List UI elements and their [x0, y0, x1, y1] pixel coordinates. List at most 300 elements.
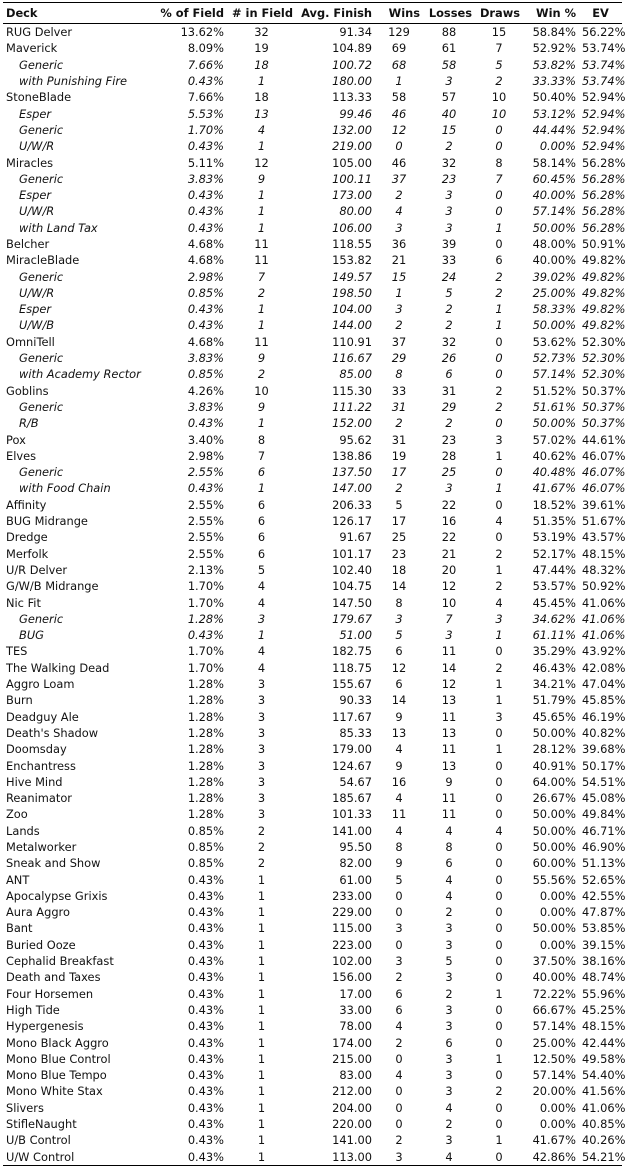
cell-wins: 1	[395, 285, 403, 300]
cell-avg-finish: 229.00	[332, 905, 372, 920]
table-row	[3, 497, 622, 513]
cell-losses: 3	[445, 1084, 453, 1099]
cell-win-pct: 0.00%	[539, 1100, 576, 1115]
cell-pct-of-field: 2.55%	[187, 497, 224, 512]
cell-win-pct: 46.43%	[532, 660, 576, 675]
cell-avg-finish: 54.67	[339, 774, 372, 789]
cell-draws: 0	[495, 1019, 503, 1034]
cell-deck: Slivers	[6, 1100, 44, 1115]
cell-avg-finish: 153.82	[332, 253, 372, 268]
cell-win-pct: 58.84%	[532, 25, 576, 40]
cell-avg-finish: 179.67	[332, 611, 372, 626]
cell-num-in-field: 1	[257, 139, 266, 154]
cell-avg-finish: 220.00	[332, 1117, 372, 1132]
cell-win-pct: 40.00%	[532, 188, 576, 203]
cell-num-in-field: 8	[257, 432, 266, 447]
cell-num-in-field: 3	[257, 709, 266, 724]
cell-win-pct: 50.00%	[532, 823, 576, 838]
cell-win-pct: 37.50%	[532, 954, 576, 969]
cell-pct-of-field: 0.85%	[187, 285, 224, 300]
cell-ev: 48.74%	[582, 970, 625, 985]
cell-ev: 42.55%	[582, 888, 625, 903]
cell-avg-finish: 155.67	[332, 677, 372, 692]
cell-deck: U/R Delver	[6, 562, 68, 577]
table-subrow	[3, 627, 622, 643]
cell-deck: TES	[6, 644, 28, 659]
cell-deck: Hypergenesis	[6, 1019, 84, 1034]
cell-win-pct: 34.62%	[532, 611, 576, 626]
cell-draws: 0	[495, 188, 503, 203]
cell-avg-finish: 198.50	[332, 285, 372, 300]
cell-num-in-field: 3	[257, 807, 266, 822]
cell-win-pct: 51.52%	[532, 383, 576, 398]
cell-ev: 49.82%	[582, 253, 625, 268]
cell-losses: 3	[445, 1133, 453, 1148]
cell-deck: Mono Blue Control	[6, 1051, 111, 1066]
cell-num-in-field: 6	[257, 465, 266, 480]
cell-num-in-field: 3	[257, 693, 266, 708]
cell-losses: 3	[445, 204, 453, 219]
cell-num-in-field: 11	[254, 253, 269, 268]
table-row	[3, 89, 622, 105]
cell-avg-finish: 180.00	[332, 74, 372, 89]
cell-wins: 15	[391, 269, 407, 284]
cell-pct-of-field: 2.98%	[187, 448, 224, 463]
cell-pct-of-field: 2.55%	[187, 465, 224, 480]
table-row	[3, 1018, 622, 1034]
cell-num-in-field: 1	[257, 628, 266, 643]
cell-ev: 50.37%	[582, 383, 625, 398]
cell-draws: 2	[495, 399, 503, 414]
cell-draws: 2	[495, 1084, 503, 1099]
cell-pct-of-field: 5.11%	[187, 155, 224, 170]
cell-draws: 0	[495, 465, 503, 480]
cell-avg-finish: 156.00	[332, 970, 372, 985]
cell-num-in-field: 4	[257, 579, 266, 594]
table-header	[3, 3, 622, 24]
cell-losses: 6	[445, 856, 453, 871]
table-row	[3, 937, 622, 953]
cell-ev: 48.32%	[582, 562, 625, 577]
cell-avg-finish: 132.00	[332, 122, 372, 137]
cell-avg-finish: 206.33	[332, 497, 372, 512]
cell-win-pct: 26.67%	[532, 791, 576, 806]
table-subrow	[3, 57, 622, 73]
cell-losses: 9	[445, 774, 453, 789]
cell-deck: Nic Fit	[6, 595, 41, 610]
cell-wins: 29	[391, 351, 407, 366]
table-row	[3, 431, 622, 447]
cell-deck: Cephalid Breakfast	[6, 954, 114, 969]
cell-ev: 46.07%	[582, 481, 625, 496]
cell-ev: 53.85%	[582, 921, 625, 936]
table-subrow	[3, 301, 622, 317]
cell-ev: 41.56%	[582, 1084, 625, 1099]
cell-win-pct: 53.12%	[532, 106, 576, 121]
cell-draws: 7	[495, 41, 503, 56]
cell-pct-of-field: 0.43%	[187, 139, 224, 154]
cell-wins: 1	[395, 74, 403, 89]
cell-losses: 6	[445, 1035, 453, 1050]
cell-ev: 41.06%	[582, 595, 625, 610]
table-row	[3, 904, 622, 920]
cell-avg-finish: 105.00	[332, 155, 372, 170]
cell-win-pct: 53.19%	[532, 530, 576, 545]
cell-losses: 7	[445, 611, 453, 626]
cell-draws: 0	[495, 1068, 503, 1083]
cell-deck: Merfolk	[6, 546, 49, 561]
cell-num-in-field: 19	[254, 41, 269, 56]
cell-num-in-field: 3	[257, 742, 266, 757]
cell-deck: RUG Delver	[6, 25, 73, 40]
cell-ev: 44.61%	[582, 432, 625, 447]
cell-win-pct: 51.61%	[532, 399, 576, 414]
cell-pct-of-field: 2.55%	[187, 514, 224, 529]
cell-draws: 10	[491, 90, 507, 105]
cell-avg-finish: 149.57	[332, 269, 372, 284]
cell-ev: 49.84%	[582, 807, 625, 822]
cell-ev: 56.28%	[582, 155, 625, 170]
cell-avg-finish: 99.46	[339, 106, 372, 121]
cell-win-pct: 40.91%	[532, 758, 576, 773]
cell-wins: 31	[391, 432, 407, 447]
cell-num-in-field: 6	[257, 530, 266, 545]
cell-draws: 7	[495, 171, 503, 186]
cell-draws: 2	[495, 285, 503, 300]
cell-pct-of-field: 4.68%	[187, 334, 224, 349]
cell-avg-finish: 106.00	[332, 220, 372, 235]
cell-avg-finish: 126.17	[332, 514, 372, 529]
cell-losses: 12	[441, 579, 457, 594]
cell-wins: 6	[395, 644, 403, 659]
cell-draws: 0	[495, 937, 503, 952]
cell-win-pct: 47.44%	[532, 562, 576, 577]
cell-losses: 8	[445, 839, 453, 854]
cell-ev: 56.28%	[582, 171, 625, 186]
cell-avg-finish: 113.33	[332, 90, 372, 105]
cell-deck: Generic	[19, 57, 64, 72]
cell-win-pct: 41.67%	[532, 481, 576, 496]
cell-ev: 47.87%	[582, 905, 625, 920]
cell-draws: 0	[495, 644, 503, 659]
cell-num-in-field: 1	[257, 1035, 266, 1050]
cell-draws: 1	[495, 693, 503, 708]
cell-win-pct: 28.12%	[532, 742, 576, 757]
cell-avg-finish: 83.00	[339, 1068, 372, 1083]
cell-wins: 37	[391, 171, 407, 186]
table-subrow	[3, 171, 622, 187]
cell-wins: 14	[391, 579, 407, 594]
cell-win-pct: 57.14%	[532, 367, 576, 382]
cell-pct-of-field: 0.43%	[187, 1068, 224, 1083]
cell-avg-finish: 85.00	[339, 367, 372, 382]
cell-deck: U/W/R	[19, 204, 55, 219]
cell-losses: 88	[441, 25, 457, 40]
cell-avg-finish: 80.00	[339, 204, 372, 219]
cell-num-in-field: 1	[257, 1002, 266, 1017]
cell-pct-of-field: 1.28%	[187, 807, 224, 822]
cell-ev: 50.92%	[582, 579, 625, 594]
cell-avg-finish: 138.86	[332, 448, 372, 463]
cell-draws: 0	[495, 839, 503, 854]
cell-num-in-field: 4	[257, 644, 266, 659]
cell-avg-finish: 78.00	[339, 1019, 372, 1034]
cell-wins: 8	[395, 839, 403, 854]
cell-wins: 4	[395, 823, 403, 838]
cell-deck: Aura Aggro	[6, 905, 70, 920]
cell-ev: 46.90%	[582, 839, 625, 854]
cell-draws: 2	[495, 383, 503, 398]
cell-num-in-field: 1	[257, 1133, 266, 1148]
cell-ev: 38.16%	[582, 954, 625, 969]
table-subrow	[3, 366, 622, 382]
cell-ev: 40.85%	[582, 1117, 625, 1132]
cell-deck: Pox	[6, 432, 26, 447]
cell-ev: 52.65%	[582, 872, 625, 887]
cell-num-in-field: 18	[254, 57, 269, 72]
cell-pct-of-field: 0.43%	[187, 970, 224, 985]
cell-deck: StoneBlade	[6, 90, 72, 105]
cell-num-in-field: 4	[257, 660, 266, 675]
cell-losses: 11	[441, 791, 457, 806]
cell-losses: 4	[423, 1148, 475, 1165]
header-pct-of-field: % of Field	[143, 3, 227, 24]
cell-avg-finish: 147.00	[332, 481, 372, 496]
cell-avg-finish: 61.00	[339, 872, 372, 887]
cell-num-in-field: 1	[257, 220, 266, 235]
cell-win-pct: 33.33%	[532, 74, 576, 89]
cell-win-pct: 57.14%	[532, 204, 576, 219]
cell-avg-finish: 204.00	[332, 1100, 372, 1115]
cell-avg-finish: 173.00	[332, 188, 372, 203]
cell-wins: 68	[391, 57, 407, 72]
cell-draws: 0	[495, 367, 503, 382]
cell-deck: Hive Mind	[6, 774, 63, 789]
cell-pct-of-field: 2.98%	[187, 269, 224, 284]
cell-draws: 8	[495, 155, 503, 170]
cell-draws: 0	[495, 204, 503, 219]
cell-losses: 10	[441, 595, 457, 610]
cell-win-pct: 50.00%	[532, 921, 576, 936]
cell-win-pct: 42.86%	[523, 1148, 579, 1165]
cell-wins: 2	[395, 1035, 403, 1050]
table-row	[3, 676, 622, 692]
cell-deck: Lands	[6, 823, 40, 838]
cell-deck: Sneak and Show	[6, 856, 101, 871]
table-row	[3, 546, 622, 562]
cell-avg-finish: 17.00	[339, 986, 372, 1001]
cell-losses: 3	[445, 1002, 453, 1017]
table-row	[3, 24, 622, 41]
cell-wins: 23	[391, 546, 407, 561]
cell-wins: 0	[395, 1051, 403, 1066]
cell-draws: 0	[495, 905, 503, 920]
table-subrow	[3, 187, 622, 203]
cell-avg-finish: 118.75	[332, 660, 372, 675]
cell-win-pct: 60.45%	[532, 171, 576, 186]
cell-draws: 15	[491, 25, 507, 40]
table-row	[3, 236, 622, 252]
cell-ev: 51.67%	[582, 514, 625, 529]
cell-num-in-field: 1	[257, 986, 266, 1001]
cell-pct-of-field: 0.43%	[187, 1002, 224, 1017]
cell-draws: 2	[495, 546, 503, 561]
cell-pct-of-field: 1.28%	[187, 742, 224, 757]
cell-win-pct: 39.02%	[532, 269, 576, 284]
cell-wins: 2	[395, 970, 403, 985]
cell-win-pct: 50.00%	[532, 220, 576, 235]
cell-avg-finish: 185.67	[332, 791, 372, 806]
table-subrow	[3, 464, 622, 480]
cell-ev: 42.08%	[582, 660, 625, 675]
cell-ev: 54.40%	[582, 1068, 625, 1083]
cell-losses: 29	[441, 399, 457, 414]
cell-deck: U/B Control	[6, 1133, 71, 1148]
cell-draws: 6	[495, 253, 503, 268]
cell-wins: 4	[395, 742, 403, 757]
cell-ev: 48.15%	[582, 546, 625, 561]
cell-deck: Generic	[19, 122, 64, 137]
table-row	[3, 594, 622, 610]
cell-wins: 18	[391, 562, 407, 577]
cell-pct-of-field: 4.68%	[187, 253, 224, 268]
cell-avg-finish: 95.50	[339, 839, 372, 854]
cell-avg-finish: 113.00	[296, 1148, 375, 1165]
cell-win-pct: 66.67%	[532, 1002, 576, 1017]
cell-draws: 1	[495, 742, 503, 757]
cell-ev: 45.08%	[582, 791, 625, 806]
cell-win-pct: 58.14%	[532, 155, 576, 170]
cell-avg-finish: 104.00	[332, 302, 372, 317]
cell-losses: 2	[445, 905, 453, 920]
cell-deck: Maverick	[6, 41, 58, 56]
cell-ev: 46.07%	[582, 465, 625, 480]
cell-draws: 3	[495, 611, 503, 626]
cell-avg-finish: 51.00	[339, 628, 372, 643]
cell-deck: Generic	[19, 611, 64, 626]
cell-ev: 45.85%	[582, 693, 625, 708]
cell-losses: 24	[441, 269, 457, 284]
cell-ev: 43.57%	[582, 530, 625, 545]
cell-wins: 9	[395, 856, 403, 871]
table-row	[3, 986, 622, 1002]
cell-losses: 3	[445, 481, 453, 496]
cell-draws: 1	[495, 481, 503, 496]
cell-avg-finish: 102.00	[332, 954, 372, 969]
cell-ev: 54.21%	[579, 1148, 622, 1165]
cell-avg-finish: 110.91	[332, 334, 372, 349]
cell-ev: 52.30%	[582, 351, 625, 366]
cell-ev: 46.07%	[582, 448, 625, 463]
cell-num-in-field: 1	[257, 1084, 266, 1099]
cell-win-pct: 50.00%	[532, 807, 576, 822]
cell-draws: 0	[495, 954, 503, 969]
table-row	[3, 383, 622, 399]
cell-ev: 52.94%	[582, 106, 625, 121]
cell-win-pct: 0.00%	[539, 905, 576, 920]
cell-wins: 0	[395, 1117, 403, 1132]
cell-losses: 6	[445, 367, 453, 382]
cell-win-pct: 44.44%	[532, 122, 576, 137]
header-ev: EV	[579, 3, 622, 24]
cell-deck: The Walking Dead	[6, 660, 110, 675]
table-row	[3, 1148, 622, 1165]
cell-ev: 52.94%	[582, 122, 625, 137]
table-row	[3, 1100, 622, 1116]
cell-draws: 0	[495, 921, 503, 936]
cell-losses: 4	[445, 823, 453, 838]
cell-win-pct: 12.50%	[532, 1051, 576, 1066]
cell-deck: StifleNaught	[6, 1117, 77, 1132]
cell-deck: Apocalypse Grixis	[6, 888, 108, 903]
cell-avg-finish: 104.75	[332, 579, 372, 594]
cell-draws: 0	[495, 351, 503, 366]
cell-draws: 0	[495, 774, 503, 789]
cell-pct-of-field: 0.43%	[187, 986, 224, 1001]
cell-wins: 6	[395, 677, 403, 692]
cell-pct-of-field: 0.43%	[187, 1019, 224, 1034]
cell-deck: Mono Black Aggro	[6, 1035, 109, 1050]
cell-deck: R/B	[19, 416, 39, 431]
cell-win-pct: 18.52%	[532, 497, 576, 512]
cell-deck: Enchantress	[6, 758, 76, 773]
cell-num-in-field: 1	[257, 188, 266, 203]
cell-losses: 23	[441, 432, 457, 447]
cell-ev: 50.17%	[582, 758, 625, 773]
cell-ev: 53.74%	[582, 74, 625, 89]
cell-win-pct: 0.00%	[539, 888, 576, 903]
cell-win-pct: 53.62%	[532, 334, 576, 349]
cell-wins: 3	[395, 954, 403, 969]
cell-draws: 0	[495, 497, 503, 512]
table-subrow	[3, 480, 622, 496]
cell-wins: 46	[391, 155, 407, 170]
cell-wins: 9	[395, 758, 403, 773]
cell-wins: 2	[395, 416, 403, 431]
cell-draws: 0	[495, 1002, 503, 1017]
cell-pct-of-field: 1.70%	[187, 660, 224, 675]
cell-win-pct: 25.00%	[532, 285, 576, 300]
cell-losses: 15	[441, 122, 457, 137]
cell-ev: 50.37%	[582, 399, 625, 414]
cell-avg-finish: 141.00	[332, 823, 372, 838]
cell-num-in-field: 18	[254, 90, 269, 105]
cell-avg-finish: 91.34	[339, 25, 372, 40]
cell-pct-of-field: 0.43%	[187, 220, 224, 235]
cell-win-pct: 50.00%	[532, 725, 576, 740]
cell-deck: ANT	[6, 872, 30, 887]
cell-losses: 3	[445, 74, 453, 89]
cell-avg-finish: 223.00	[332, 937, 372, 952]
cell-losses: 11	[441, 742, 457, 757]
cell-wins: 37	[391, 334, 407, 349]
cell-num-in-field: 1	[257, 74, 266, 89]
cell-ev: 48.15%	[582, 1019, 625, 1034]
cell-draws: 0	[495, 1100, 503, 1115]
cell-avg-finish: 115.00	[332, 921, 372, 936]
cell-win-pct: 50.00%	[532, 318, 576, 333]
cell-num-in-field: 1	[257, 872, 266, 887]
cell-num-in-field: 6	[257, 546, 266, 561]
cell-win-pct: 45.65%	[532, 709, 576, 724]
cell-deck: with Food Chain	[19, 481, 111, 496]
cell-avg-finish: 137.50	[332, 465, 372, 480]
cell-deck: Metalworker	[6, 839, 77, 854]
cell-deck: Mono Blue Tempo	[6, 1068, 107, 1083]
cell-avg-finish: 219.00	[332, 139, 372, 154]
cell-deck: Aggro Loam	[6, 677, 75, 692]
cell-losses: 2	[445, 416, 453, 431]
